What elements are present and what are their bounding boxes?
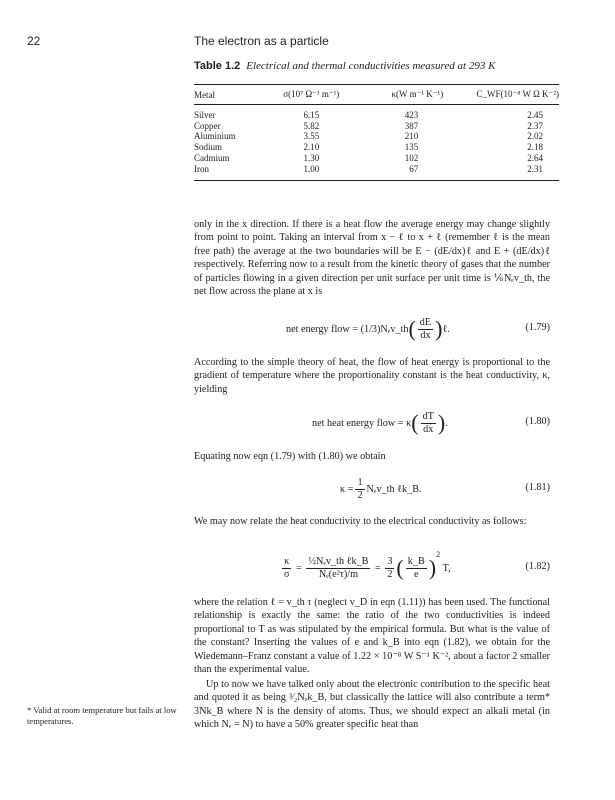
table-header: C_WF(10⁻⁸ W Ω K⁻²) [443,85,559,105]
table-header: Metal [194,85,250,105]
table-cell: 1.30 [303,152,320,163]
table-cell: Sodium [194,142,223,153]
eq-tail: ℓ. [442,323,450,335]
table-cell: Iron [194,164,250,181]
footnote: * Valid at room temperature but fails at low temperatures. [27,705,177,726]
conductivity-table [194,84,559,181]
eq-frac-den: 2 [387,568,393,580]
table-cell: 2.02 [527,131,543,142]
table-cell: 102 [404,152,419,163]
eq-lhs: net heat energy flow = κ [312,417,412,429]
table-header-row [194,85,559,105]
table-cell: 2.18 [527,142,543,153]
eq-frac-den: e [413,568,419,580]
eq-power: 2 [436,550,441,559]
eq-lhs: κ = [340,483,354,495]
equation-1-80: net heat energy flow = κ ( $\frac{dT}{dx}$ ) . (1.80) [312,410,550,435]
body-paragraph-3: Equating now eqn (1.79) with (1.80) we obtain [194,451,386,462]
equation-number: (1.81) [525,482,550,493]
eq-tail: . [445,417,448,429]
table-cell: 2.45 [527,110,543,120]
table-header: κ(W m⁻¹ K⁻¹) [339,85,443,105]
body-paragraph-6: Up to now we have talked only about the electronic contribution to the specific heat and quoted it as being ³⁄₂Nₑk_B, but classically the lattice will also contribute a term* 3Nk_B where N is the density of atoms. Thus, we should expect an alkali metal (in which Nₑ = N) to have a 50% greater specific heat than [194,679,550,731]
running-head: The electron as a particle [194,34,329,48]
table-cell: 210 [404,131,419,142]
table-cell: 387 [404,120,419,131]
eq-lhs: net energy flow = (1/3)Nₑv_th [286,323,409,335]
table-caption-text: Electrical and thermal conductivities measured at 293 K [246,60,496,72]
equation-number: (1.82) [525,561,550,572]
eq-frac-num: ½Nₑv_th ℓk_B [308,555,369,567]
table-row [194,142,559,153]
table-cell: 423 [404,110,419,120]
table-cell: Copper [194,120,221,131]
table-row [194,164,559,181]
table-row [194,131,559,142]
table-cell: 2.64 [527,152,543,163]
eq-tail: T, [442,562,451,574]
eq-frac-num: 1 [357,476,363,488]
eq-frac-den: dx [420,329,431,341]
table-caption [194,60,495,72]
eq-frac-num: dE [419,316,432,328]
eq-frac-den: 2 [357,489,363,501]
table-cell: 6.15 [303,110,320,120]
table-row [194,105,559,121]
body-paragraph-2: According to the simple theory of heat, the flow of heat energy is proportional to the gradient of temperature where the proportionality constant is the heat conductivity, κ, yielding [194,357,550,395]
table-header: σ(10⁷ Ω⁻¹ m⁻¹) [250,85,340,105]
table-cell: 2.31 [443,164,559,181]
table-cell: 2.37 [527,120,543,131]
equation-number: (1.79) [525,322,550,333]
eq-frac-num: k_B [407,555,425,567]
table-cell: 1.00 [250,164,340,181]
table-cell: Aluminium [194,131,236,142]
eq-frac-num: dT [422,410,434,422]
table-cell: Silver [194,110,216,120]
table-cell: 3.55 [303,131,320,142]
table-cell: 67 [339,164,443,181]
table-cell: Cadmium [194,152,230,163]
table-cell: 5.82 [303,120,320,131]
body-paragraph-5: where the relation ℓ = v_th τ (neglect v_D in eqn (1.11)) has been used. The functional relationship is exactly the same: the ratio of the two conductivities is indeed proportional to T as was stipulated by the empirical formula. But what is the value of the constant? Inserting the values of e and k_B into eqn (1.82), we obtain for the Wiedemann–Franz constant a value of 1.22 × 10⁻⁸ W S⁻¹ K⁻², about a factor 2 smaller than the experimental value. [194,597,550,676]
table-row [194,153,559,164]
table-row [194,121,559,132]
page-number: 22 [27,34,41,48]
eq-frac-num: 3 [387,555,393,567]
eq-frac-num: κ [284,555,290,567]
eq-equals: = [375,562,381,574]
table-cell: 135 [404,142,419,153]
equation-1-81 [194,472,550,506]
equation-1-79: net energy flow = (1/3)Nₑv_th ( $\frac{dE}{dx}$ ) ℓ. (1.79) [286,316,550,341]
equation-1-82: $\frac{\kappa}{\sigma}$ = $\frac{\text{½Nₑv\_th ℓk\_B}}{\text{Nₑ(e²τ)/m}}$ = $\frac{3}{2}$ ( $\frac{k\_B}{e}$ ) $^2$ T, (1.82) [284,550,550,580]
body-paragraph-4: We may now relate the heat conductivity to the electrical conductivity as follows: [194,516,527,527]
equation-number: (1.80) [525,416,550,427]
eq-frac-den: Nₑ(e²τ)/m [318,568,358,580]
eq-frac-den: dx [423,423,434,435]
body-paragraph-1: only in the x direction. If there is a heat flow the average energy may change slightly from point to point. Taking an interval from x − ℓ to x + ℓ (remember ℓ is the mean free path) the average at the two boundaries will be E − (dE/dx)ℓ and E + (dE/dx)ℓ respectively. Referring now to a result from the kinetic theory of gases that the number of particles flowing in a given direction per unit surface per unit time is ⅙Nₑv_th, the net flow across the plane at x is [194,219,550,298]
eq-tail: Nₑv_th ℓk_B. [366,483,422,495]
table-cell: 2.10 [303,142,320,153]
table-label: Table 1.2 [194,60,241,72]
eq-frac-den: σ [284,568,290,580]
